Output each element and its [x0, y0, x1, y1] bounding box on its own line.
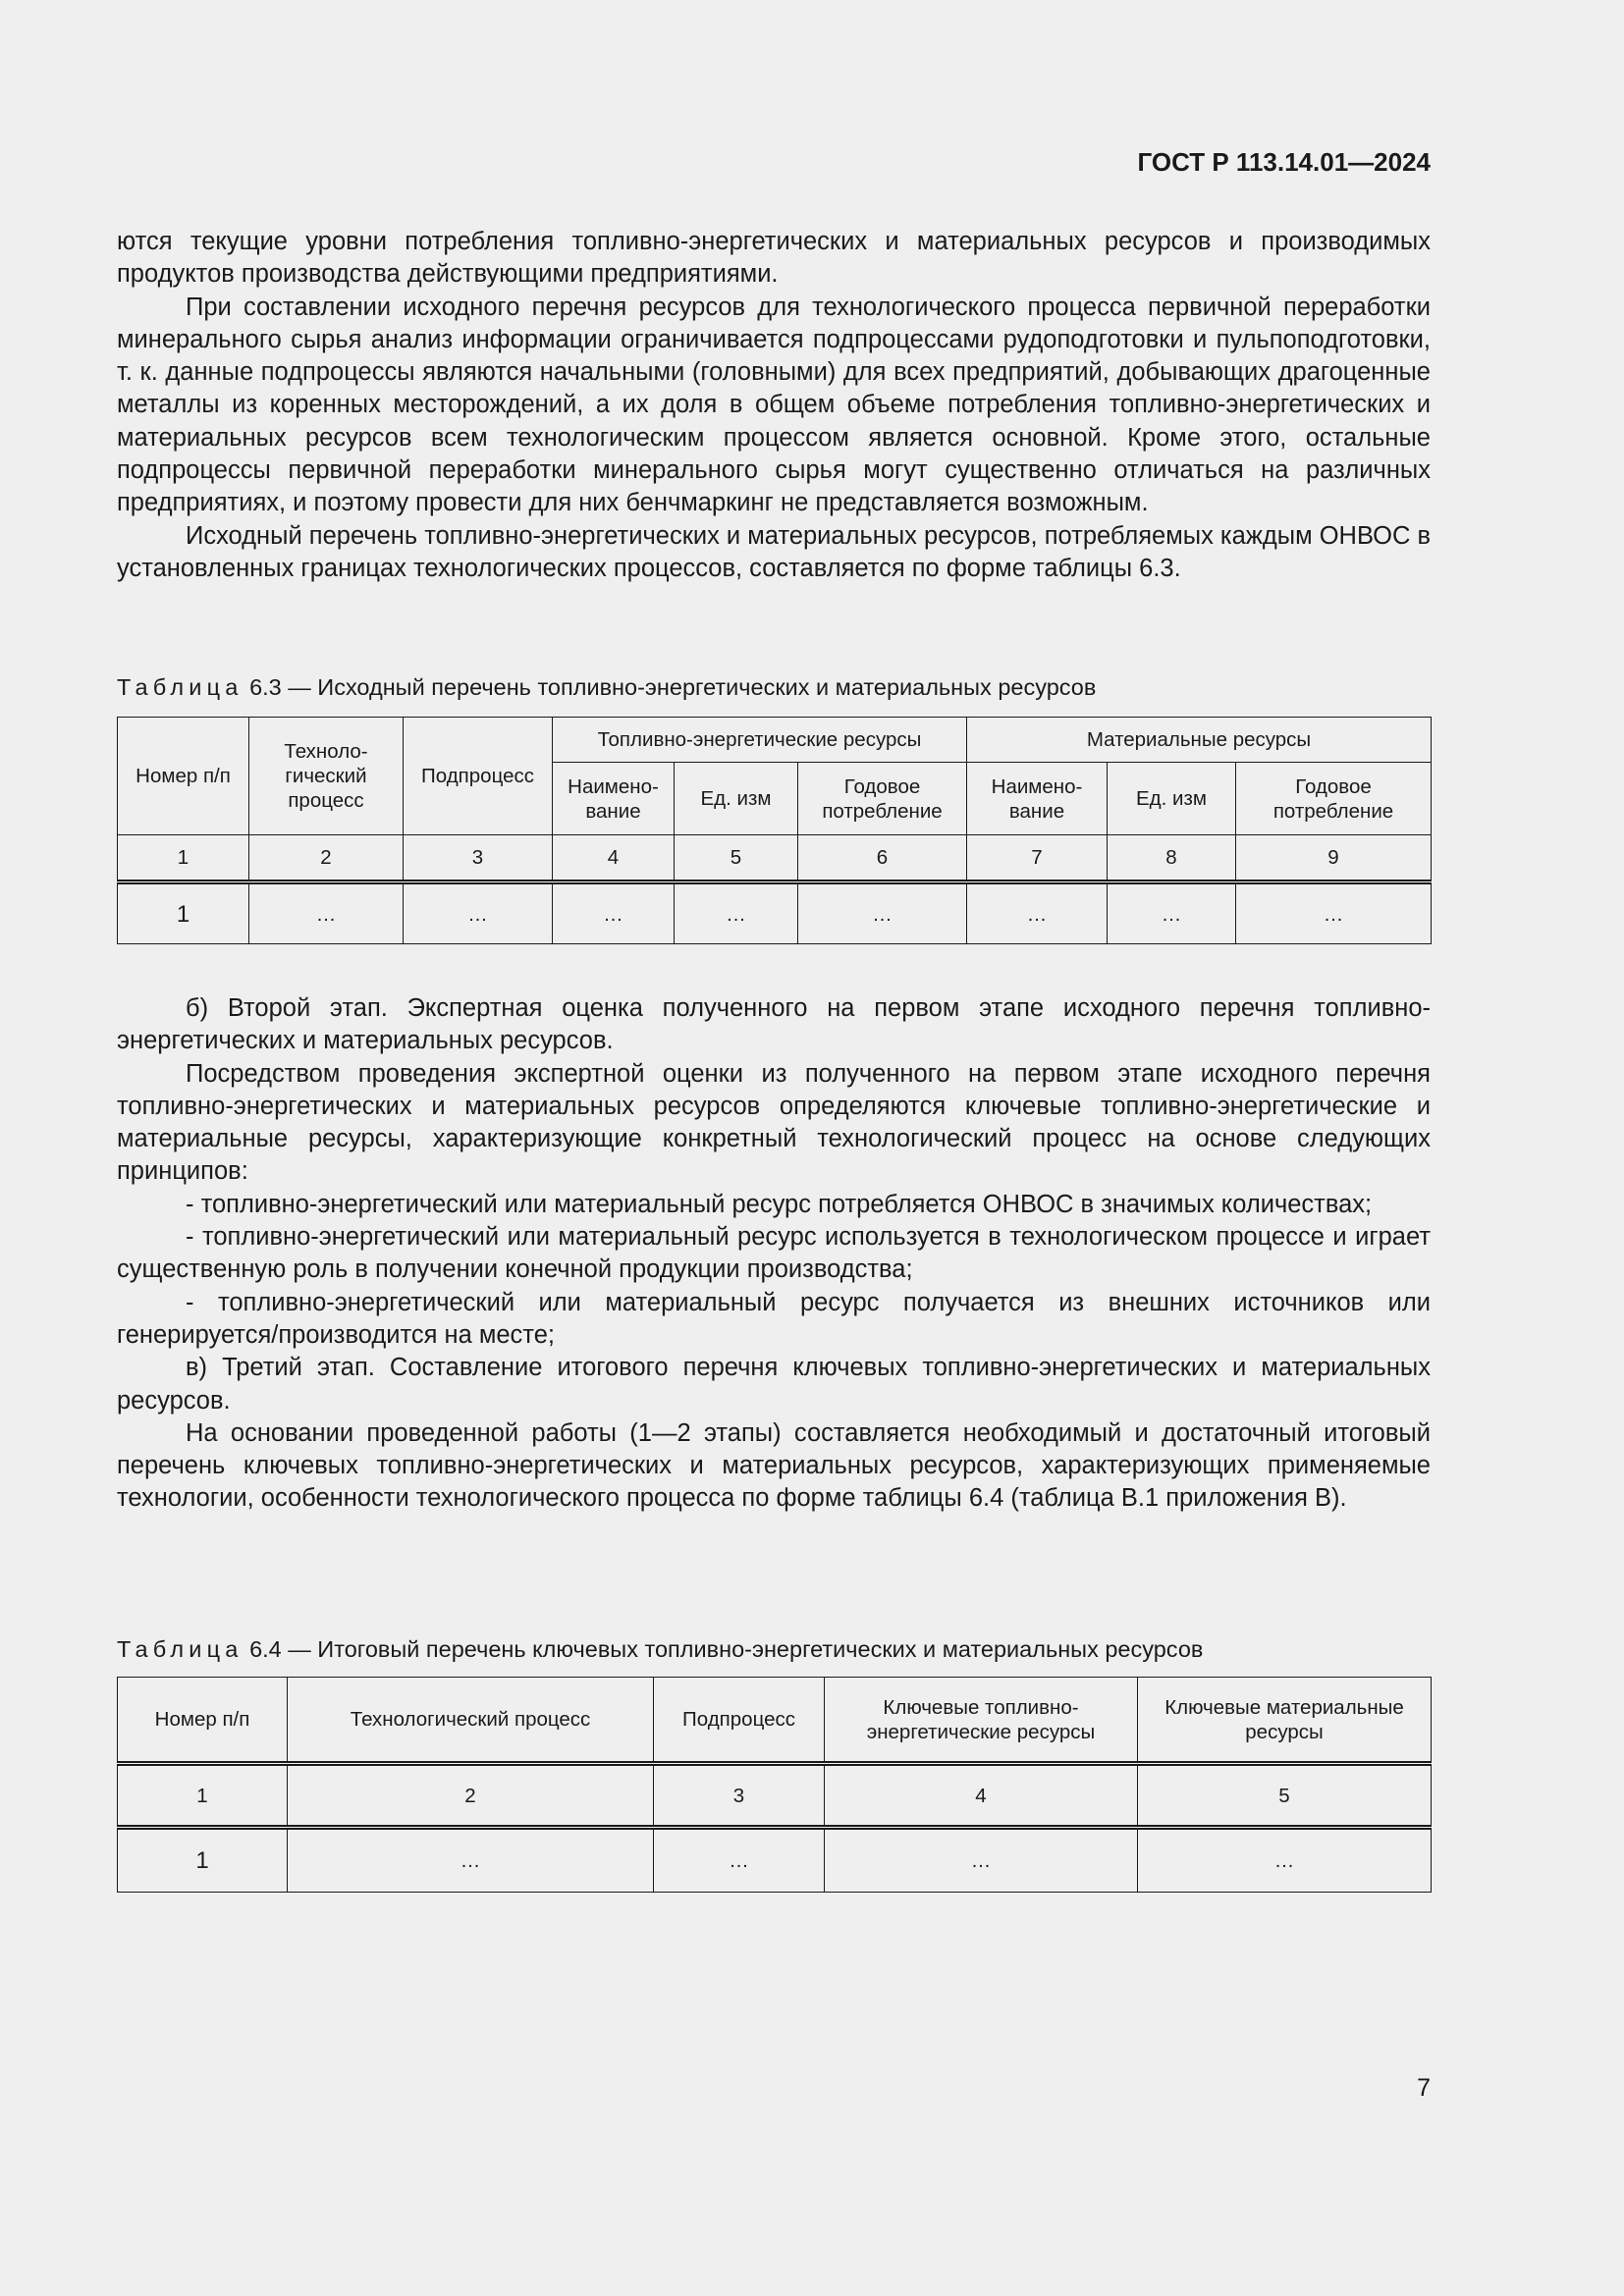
- table-cell: …: [967, 882, 1108, 944]
- table-cell: …: [1236, 882, 1432, 944]
- table-cell: 1: [118, 1828, 288, 1893]
- table-cell: …: [404, 882, 553, 944]
- paragraph: На основании проведенной работы (1—2 этапы) составляется необходимый и достаточный итоговый перечень ключевых топливно-энергетических и материальных ресурсов, характеризующих применяемые технологии, особенности технологического процесса по форме таблицы 6.4 (таблица В.1 приложения В).: [117, 1418, 1431, 1513]
- column-number: 2: [288, 1764, 654, 1828]
- table-cell: …: [249, 882, 404, 944]
- table-cell: …: [1108, 882, 1236, 944]
- column-number: 2: [249, 835, 404, 882]
- header-fuel-name: Наимено-вание: [553, 763, 675, 835]
- header-material-resources: Материальные ресурсы: [967, 718, 1432, 763]
- header-subprocess: Подпроцесс: [654, 1678, 825, 1764]
- header-material-annual: Годовое потребление: [1236, 763, 1432, 835]
- table-6-4-caption: [117, 1634, 1203, 1664]
- paragraph: ются текущие уровни потребления топливно-энергетических и материальных ресурсов и производимых продуктов производства действующими предприятиями.: [117, 228, 1431, 289]
- page-number: 7: [1417, 2074, 1431, 2102]
- column-number: 7: [967, 835, 1108, 882]
- column-number: 1: [118, 1764, 288, 1828]
- header-number: Номер п/п: [118, 718, 249, 835]
- table-6-3: [117, 717, 1432, 944]
- header-fuel-unit: Ед. изм: [675, 763, 798, 835]
- table-label: Таблица: [117, 1636, 244, 1662]
- header-key-material-resources: Ключевые материальные ресурсы: [1138, 1678, 1432, 1764]
- header-process: Технологический процесс: [288, 1678, 654, 1764]
- paragraph: б) Второй этап. Экспертная оценка полученного на первом этапе исходного перечня топливно-энергетических и материальных ресурсов.: [117, 994, 1431, 1055]
- paragraph: в) Третий этап. Составление итогового перечня ключевых топливно-энергетических и материальных ресурсов.: [117, 1354, 1431, 1415]
- body-text-section-1: [117, 226, 1431, 585]
- table-title: 6.3 — Исходный перечень топливно-энергетических и материальных ресурсов: [249, 674, 1097, 700]
- column-number: 3: [404, 835, 553, 882]
- document-header: ГОСТ Р 113.14.01—2024: [1137, 147, 1431, 177]
- table-cell: 1: [118, 882, 249, 944]
- column-number: 5: [1138, 1764, 1432, 1828]
- header-material-unit: Ед. изм: [1108, 763, 1236, 835]
- header-fuel-resources: Топливно-энергетические ресурсы: [553, 718, 967, 763]
- column-number: 1: [118, 835, 249, 882]
- table-row: [118, 1828, 1432, 1893]
- header-number: Номер п/п: [118, 1678, 288, 1764]
- table-title: 6.4 — Итоговый перечень ключевых топливно-энергетических и материальных ресурсов: [249, 1636, 1204, 1662]
- table-cell: …: [1138, 1828, 1432, 1893]
- table-6-4: [117, 1677, 1432, 1893]
- column-number: 9: [1236, 835, 1432, 882]
- table-6-3-caption: [117, 672, 1096, 702]
- paragraph: При составлении исходного перечня ресурсов для технологического процесса первичной переработки минерального сырья анализ информации ограничивается подпроцессами рудоподготовки и пульпоподготовки, т. к. данные подпроцессы являются начальными (головными) для всех предприятий, добывающих драгоценные металлы из коренных месторождений, а их доля в общем объеме потребления топливно-энергетических и материальных ресурсов всем технологическим процессом является основной. Кроме этого, остальные подпроцессы первичной переработки минерального сырья могут существенно отличаться на различных предприятиях, и поэтому провести для них бенчмаркинг не представляется возможным.: [117, 293, 1431, 517]
- table-row: [118, 882, 1432, 944]
- column-number: 4: [553, 835, 675, 882]
- list-item: - топливно-энергетический или материальный ресурс потребляется ОНВОС в значимых количествах;: [186, 1190, 1373, 1218]
- table-cell: …: [825, 1828, 1138, 1893]
- column-number: 6: [798, 835, 967, 882]
- column-number: 4: [825, 1764, 1138, 1828]
- table-label: Таблица: [117, 674, 244, 700]
- header-subprocess: Подпроцесс: [404, 718, 553, 835]
- header-process: Техноло-гический процесс: [249, 718, 404, 835]
- list-item: - топливно-энергетический или материальный ресурс используется в технологическом процессе и играет существенную роль в получении конечной продукции производства;: [117, 1223, 1431, 1284]
- header-fuel-annual: Годовое потребление: [798, 763, 967, 835]
- header-key-fuel-resources: Ключевые топливно-энергетические ресурсы: [825, 1678, 1138, 1764]
- table-cell: …: [675, 882, 798, 944]
- table-cell: …: [553, 882, 675, 944]
- body-text-section-2: [117, 992, 1431, 1516]
- list-item: - топливно-энергетический или материальный ресурс получается из внешних источников или генерируется/производится на месте;: [117, 1288, 1431, 1349]
- paragraph: Посредством проведения экспертной оценки из полученного на первом этапе исходного перечня топливно-энергетических и материальных ресурсов определяются ключевые топливно-энергетические и материальные ресурсы, характеризующие конкретный технологический процесс на основе следующих принципов:: [117, 1059, 1431, 1186]
- column-number: 5: [675, 835, 798, 882]
- table-cell: …: [798, 882, 967, 944]
- paragraph: Исходный перечень топливно-энергетических и материальных ресурсов, потребляемых каждым ОНВОС в установленных границах технологических процессов, составляется по форме таблицы 6.3.: [117, 521, 1431, 582]
- table-cell: …: [654, 1828, 825, 1893]
- column-number: 8: [1108, 835, 1236, 882]
- table-cell: …: [288, 1828, 654, 1893]
- header-material-name: Наимено-вание: [967, 763, 1108, 835]
- column-number: 3: [654, 1764, 825, 1828]
